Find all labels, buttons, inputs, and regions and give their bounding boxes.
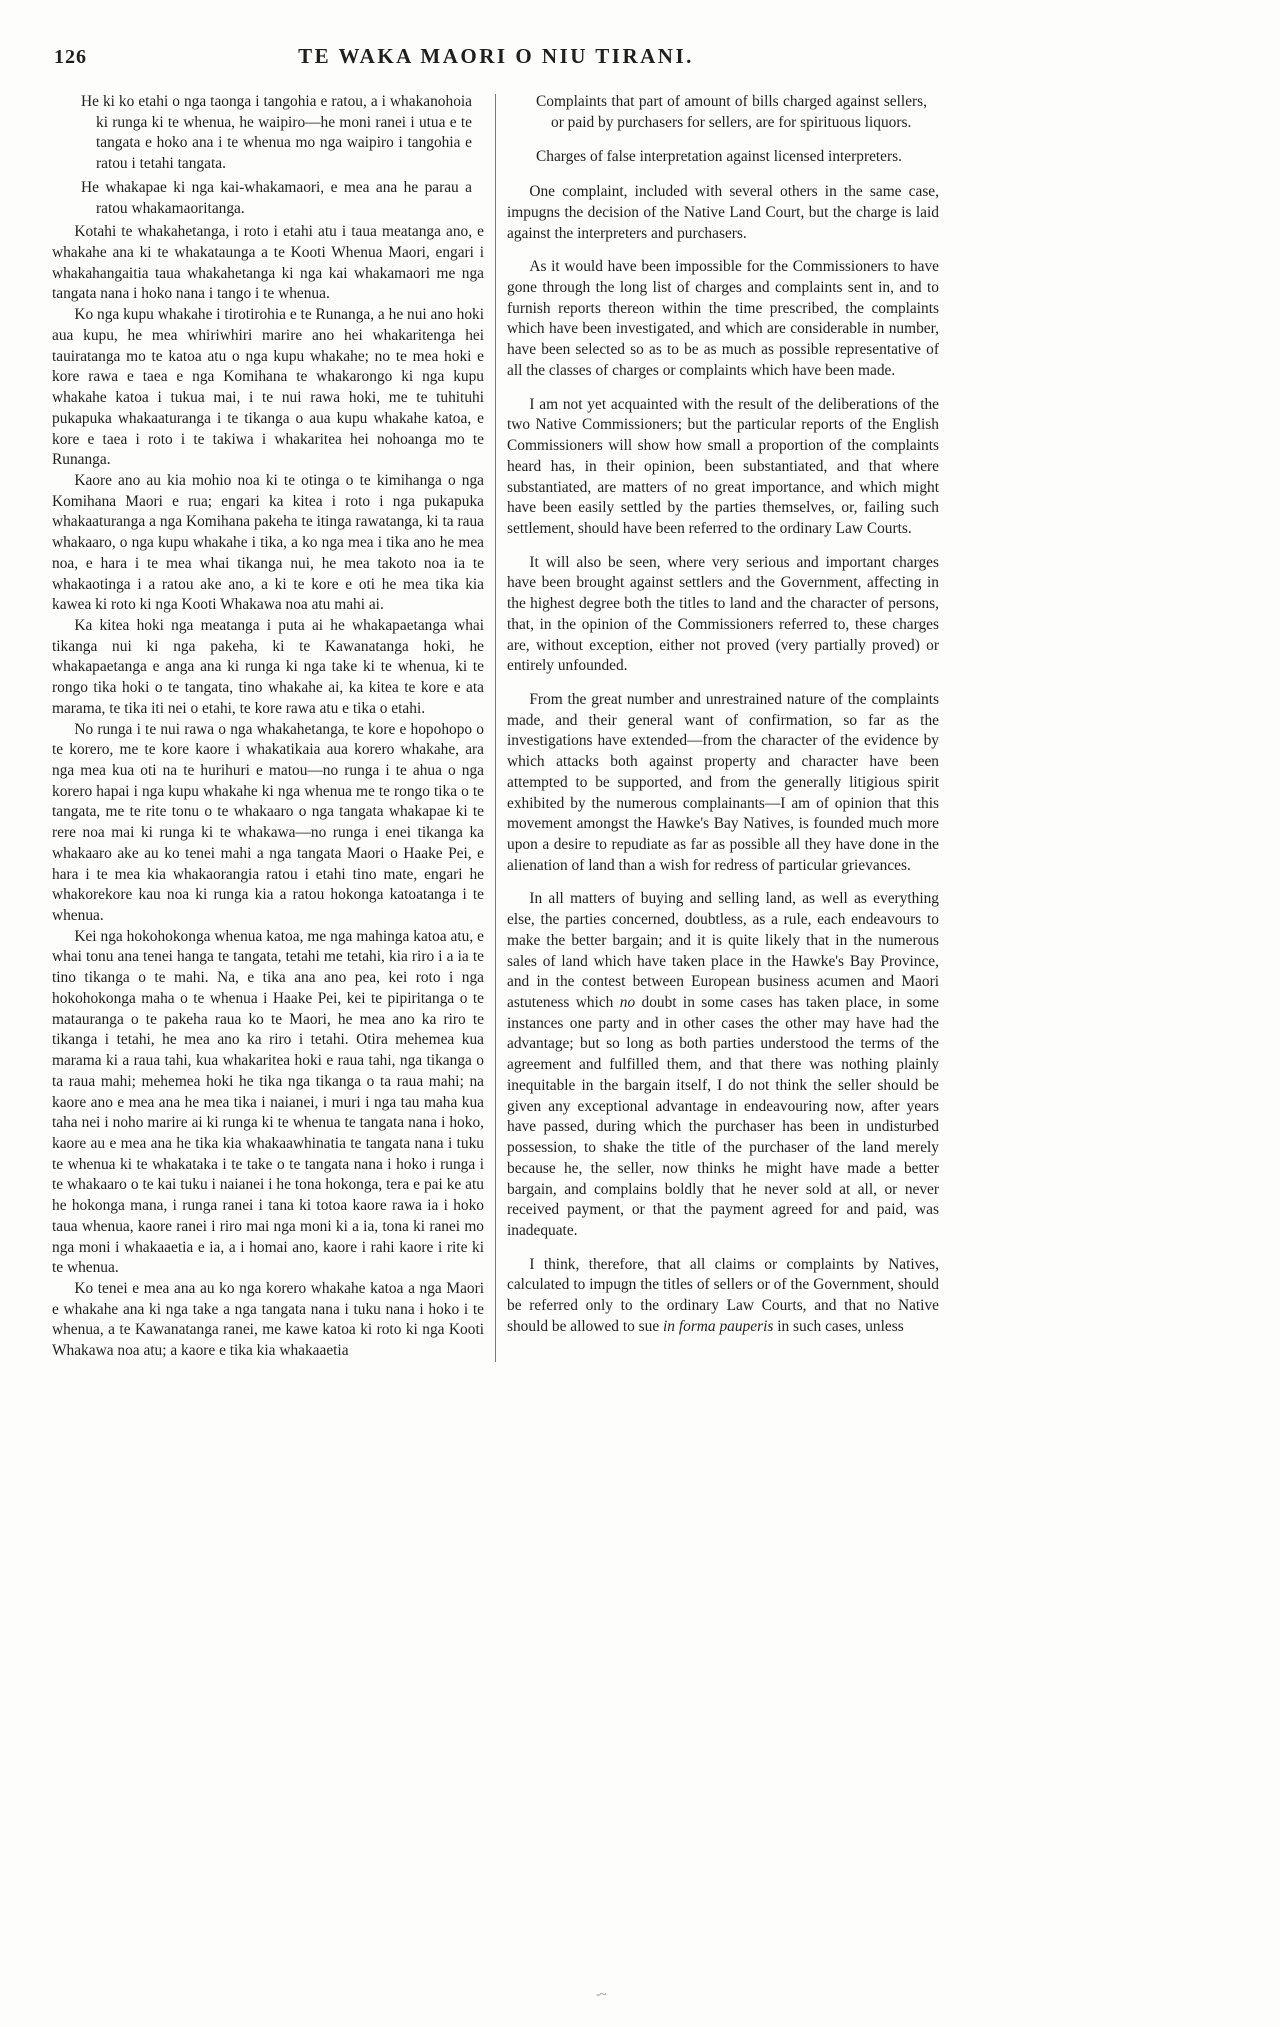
body-paragraph: Kotahi te whakahetanga, i roto i etahi atu i taua meatanga ano, e whakahe ana ki te whakataunga a te Kooti Whenua Maori, engari i whakahangaitia taua whakahetanga ki nga kai whakamaori me nga tangata nana i hoko nana i tango i te whenua.: [52, 223, 484, 303]
body-paragraph: Kei nga hokohokonga whenua katoa, me nga mahinga katoa atu, e whai tonu ana tenei hanga te tangata, tetahi me tetahi, kia riro i a ia te tino tikanga o te mahi. Na, e tika ana ano pea, kei roto i nga hokohokonga maha o te whenua i Haake Pei, kei te pipiritanga o te matauranga o te pakeha raua ko te Maori, he mea ano ka riro te tikanga i tetahi, he mea ano ka riro i tetahi. Otira mehemea kua marama ki a raua tahi, kua whakaritea hoki e raua tahi, nga tikanga o ta raua mahi; mehemea hoki he tika nga tikanga o ta raua mahi; na kaore ano e mea ana he mea tika i naianei, i muri i nga tau maha kua taha nei i noho marire ai ki runga ki te whenua te tangata nana i hoko, kaore au e mea ana he tika kia whakaawhinatia te tangata nana i tuku te whenua ki te whakataka i te take o te tangata nana i hoko i runga i te whakaaro o te kai tuku i naianei i he tona hokonga, tera e pai ke atu he hokonga mana, i runga ranei i tana ki totoa kaore rawa ia i hoko taua whenua, kaore ranei i riro mai nga moni ki a ia, tona ki ranei mo nga moni i whakaaetia e ia, a i homai ano, kaore i rahi kaore i rite ki te whenua.: [52, 927, 484, 1277]
left-column-maori: [52, 92, 484, 1362]
italic-phrase: no: [619, 994, 636, 1012]
paragraph-text: I think, therefore, that all claims or complaints by Natives, calculated to impugn the titles of sellers or of the Government, should be referred only to the ordinary Law Courts, and that no Native should be allowed to sue: [507, 1255, 939, 1335]
page-number: 126: [54, 46, 87, 68]
masthead-title: TE WAKA MAORI O NIU TIRANI.: [298, 44, 694, 68]
column-divider-rule: [495, 94, 496, 1362]
body-paragraph: As it would have been impossible for the Commissioners to have gone through the long list of charges and complaints sent in, and to furnish reports thereon within the time prescribed, the complaints which have been investigated, and which are considerable in number, have been selected so as to be as much as possible representative of all the classes of charges or complaints which have been made.: [507, 258, 939, 379]
body-paragraph: Ko nga kupu whakahe i tirotirohia e te Runanga, a he nui ano hoki aua kupu, he mea whiriwhiri marire ano hei whakaritenga hei tauiratanga mo te katoa atu o nga kupu whakahe; no te mea hoki e kore rawa e taea e nga Komihana te whakarongo ki nga kupu whakahe katoa i tukua mai, i te nui rawa hoki, me te tuhituhi pukapuka whakaaturanga i te tikanga o aua kupu whakahe katoa, e kore e taea i roto i te takiwa i whakaritea hei nohoanga mo te Runanga.: [52, 306, 484, 469]
quote-paragraph: Complaints that part of amount of bills charged against sellers, or paid by purchasers for sellers, are for spirituous liquors.: [536, 93, 927, 131]
page-header: [52, 44, 940, 78]
body-paragraph: No runga i te nui rawa o nga whakahetanga, te kore e hopohopo o te korero, me te kore kaore i whakatikaia aua korero whakahe, ara nga mea kua oti na te hurihuri e matou—no runga i te ahua o nga korero hapai i nga kupu whakahe ki nga whenua me te rongo tika o te tangata, me te rite tonu o te whakaaro o nga tangata whakapae ki te rere noa mai ki runga ki te whakawa—no runga i enei tikanga ka whakaaro ake au ko tenei mahi a nga tangata Maori o Haake Pei, e hara i te mea kia whakaorangia ratou i etahi tino mate, engari he whakorekore kau noa ki runga kia a ratou hokonga katoatanga i te whenua.: [52, 720, 484, 925]
paragraph-text: doubt in some cases has taken place, in some instances one party and in other cases the other may have had the advantage; but so long as both parties understood the terms of the agreement and fulfilled them, and that there was nothing plainly inequitable in the bargain itself, I do not think the seller should be given any exceptional advantage in endeavouring now, after years have passed, during which the purchaser has been in undisturbed possession, to shake the title of the purchaser of the land merely because he, the seller, now thinks he might have made a better bargain, and complains boldly that he never sold at all, or never received payment, or that the payment agreed for and paid, was inadequate.: [507, 994, 940, 1239]
body-paragraph: Kaore ano au kia mohio noa ki te otinga o te kimihanga o nga Komihana Maori e rua; engari ka kitea i roto i nga pukapuka whakaaturanga a nga Komihana pakeha te itinga rawatanga, ki ta raua whakaaro, o nga kupu whakahe i tika, a ko nga mea i tika ano he mea noa, e hara i te mea whai tikanga nui, he mea takoto noa ia te whakaotinga i a ratou ake ano, a ki te kore e oti he mea tika kia kawea ki roto ki nga Kooti Whakawa noa atu mahi ai.: [52, 471, 484, 614]
body-paragraph: One complaint, included with several others in the same case, impugns the decision of the Native Land Court, but the charge is laid against the interpreters and purchasers.: [507, 183, 939, 242]
page-content: [52, 0, 940, 1362]
quote-paragraph: He whakapae ki nga kai-whakamaori, e mea ana he parau a ratou whakamaoritanga.: [81, 178, 472, 217]
right-column-english: [507, 92, 939, 1362]
paragraph-text: In all matters of buying and selling land, as well as everything else, the parties concerned, doubtless, as a rule, each endeavours to make the better bargain; and it is quite likely that in the numerous sales of land which have taken place in the Hawke's Bay Province, and in the contest between European business acumen and Maori astuteness which: [507, 890, 939, 1012]
quote-paragraph: He ki ko etahi o nga taonga i tangohia e ratou, a i whakanohoia ki runga ki te whenua, he waipiro—he moni ranei i utua e te tangata e hoko ana i te whenua mo nga waipiro i tangohia e ratou i tetahi tangata.: [81, 93, 472, 173]
two-column-layout: [52, 92, 940, 1362]
body-paragraph: It will also be seen, where very serious and important charges have been brought against settlers and the Government, affecting in the highest degree both the titles to land and the character of persons, that, in the opinion of the Commissioners referred to, these charges are, without exception, either not proved (very partially proved) or entirely unfounded.: [507, 553, 939, 675]
body-paragraph: [507, 889, 939, 1241]
quote-paragraph: Charges of false interpretation against licensed interpreters.: [536, 148, 902, 166]
body-paragraph: [507, 1255, 939, 1338]
body-paragraph: Ko tenei e mea ana au ko nga korero whakahe katoa a nga Maori e whakahe ana ki nga take a nga tangata nana i tuku nana i hoko i te whenua, a te Kawanatanga ranei, me kawe katoa ki roto ki nga Kooti Whakawa noa atu; a kaore e tika kia whakaaetia: [52, 1279, 484, 1360]
body-paragraph: Ka kitea hoki nga meatanga i puta ai he whakapaetanga whai tikanga nui ki nga pakeha, ki te Kawanatanga hoki, he whakapaetanga e anga ana ki runga ki nga take ki te whenua, ki te rongo tika hoki o te tangata, tino whakahe ai, ka kitea te kore e ata marama, te tika iti nei o etahi, te kore rawa atu e tika o etahi.: [52, 616, 484, 717]
body-paragraph: From the great number and unrestrained nature of the complaints made, and their general want of confirmation, so far as the investigations have extended—from the character of the evidence by which attacks both against property and character have been attempted to be supported, and from the generally litigious spirit exhibited by the numerous complainants—I am of opinion that this movement amongst the Hawke's Bay Natives, is founded much more upon a desire to repudiate as far as possible all they have done in the alienation of land than a wish for redress of particular grievances.: [507, 690, 939, 874]
paragraph-text: in such cases, unless: [773, 1317, 904, 1335]
italic-phrase-in-forma-pauperis: in forma pauperis: [663, 1317, 774, 1335]
scan-artifact-mark: -~: [596, 1986, 606, 2001]
body-paragraph: I am not yet acquainted with the result of the deliberations of the two Native Commissioners; but the particular reports of the English Commissioners will show how small a proportion of the complaints heard has, in their opinion, been substantiated, and that where substantiated, are matters of no great importance, and which might have been easily settled by the parties themselves, or, failing such settlement, should have been referred to the ordinary Law Courts.: [507, 395, 939, 537]
